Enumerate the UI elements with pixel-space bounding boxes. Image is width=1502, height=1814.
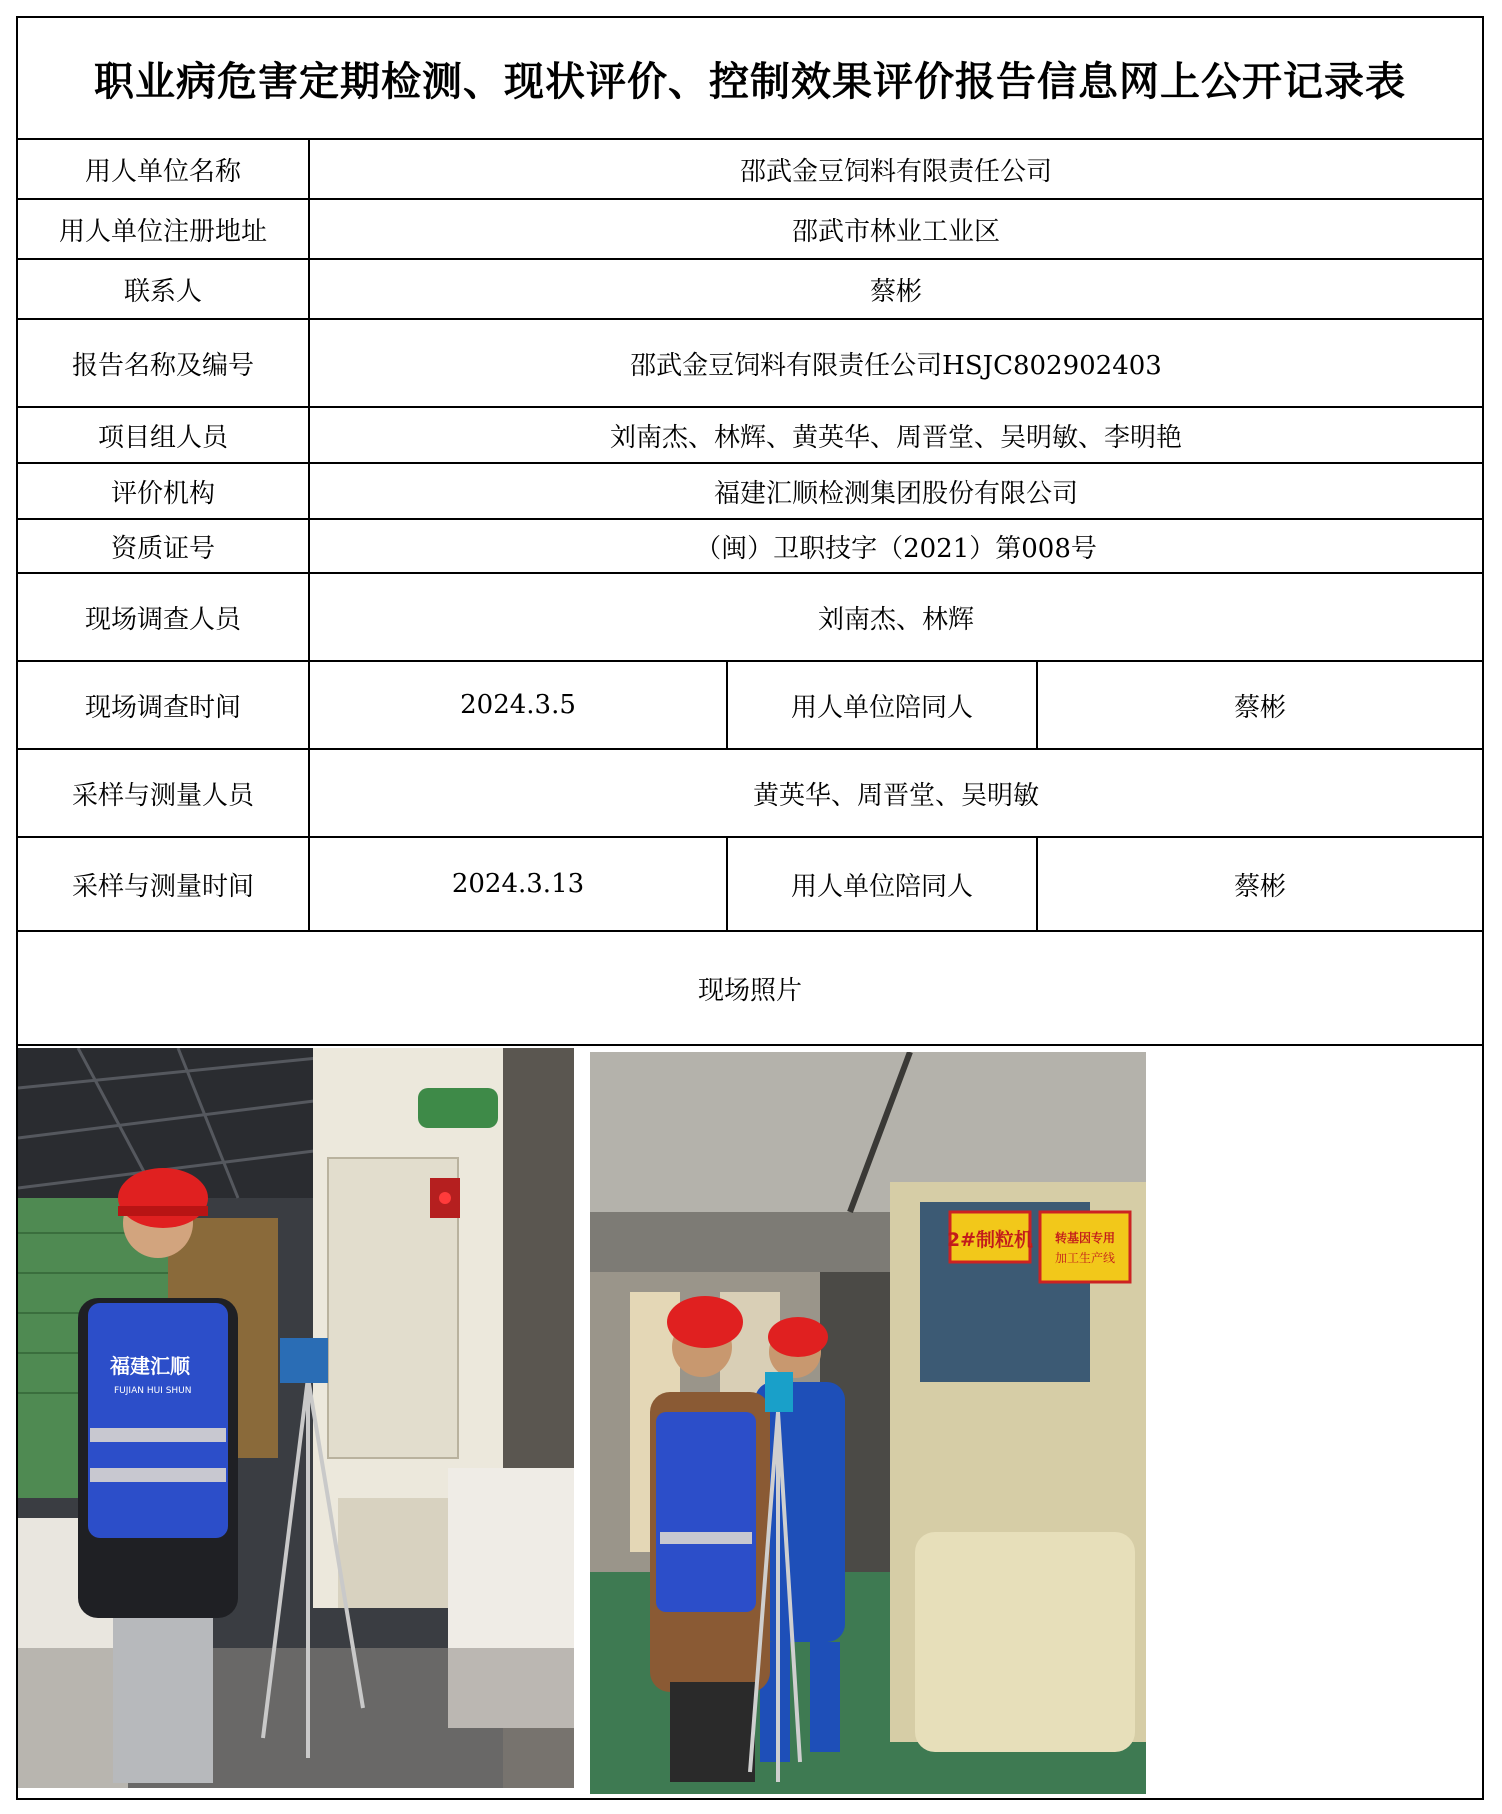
report-value: 邵武金豆饲料有限责任公司HSJC802902403 <box>630 350 1162 381</box>
survey-time-label: 现场调查时间 <box>18 662 310 748</box>
unit-address-value: 邵武市林业工业区 <box>791 216 1000 247</box>
production-line-sign-line1: 转基因专用 <box>1054 1231 1116 1245</box>
survey-staff-value: 刘南杰、林辉 <box>817 604 974 635</box>
site-photo-1 <box>18 1048 574 1788</box>
row-unit-name <box>18 140 1482 200</box>
row-sampling-staff <box>18 750 1482 838</box>
row-contact <box>18 260 1482 320</box>
row-sampling-time <box>18 838 1482 932</box>
team-value: 刘南杰、林辉、黄英华、周晋堂、吴明敏、李明艳 <box>609 422 1182 453</box>
survey-staff-label: 现场调查人员 <box>18 574 310 660</box>
team-label: 项目组人员 <box>18 408 310 462</box>
survey-time-value: 2024.3.5 <box>310 662 728 748</box>
report-label: 报告名称及编号 <box>18 320 310 406</box>
row-unit-address <box>18 200 1482 260</box>
unit-address-label: 用人单位注册地址 <box>18 200 310 258</box>
site-photo-2 <box>590 1052 1146 1794</box>
cert-label: 资质证号 <box>18 520 310 572</box>
machine-sign: 2#制粒机 <box>946 1229 1034 1251</box>
contact-label: 联系人 <box>18 260 310 318</box>
row-survey-time <box>18 662 1482 750</box>
agency-label: 评价机构 <box>18 464 310 518</box>
row-survey-staff <box>18 574 1482 662</box>
row-agency <box>18 464 1482 520</box>
production-line-sign-line2: 加工生产线 <box>1054 1251 1116 1265</box>
record-table <box>16 16 1484 1800</box>
vest-logo-subtext: FUJIAN HUI SHUN <box>114 1386 192 1396</box>
unit-name-label: 用人单位名称 <box>18 140 310 198</box>
sampling-staff-label: 采样与测量人员 <box>18 750 310 836</box>
sampling-time-label: 采样与测量时间 <box>18 838 310 930</box>
survey-companion-label: 用人单位陪同人 <box>728 662 1038 748</box>
sampling-companion-value: 蔡彬 <box>1233 871 1286 902</box>
agency-value: 福建汇顺检测集团股份有限公司 <box>713 478 1078 509</box>
row-team <box>18 408 1482 464</box>
page-title: 职业病危害定期检测、现状评价、控制效果评价报告信息网上公开记录表 <box>18 18 1482 140</box>
unit-name-value: 邵武金豆饲料有限责任公司 <box>739 156 1052 187</box>
sampling-companion-label: 用人单位陪同人 <box>728 838 1038 930</box>
sampling-staff-value: 黄英华、周晋堂、吴明敏 <box>752 780 1039 811</box>
row-report <box>18 320 1482 408</box>
sampling-time-value: 2024.3.13 <box>310 838 728 930</box>
survey-companion-value: 蔡彬 <box>1233 692 1286 723</box>
vest-logo-text: 福建汇顺 <box>110 1354 190 1378</box>
photos-heading: 现场照片 <box>18 932 1482 1046</box>
contact-value: 蔡彬 <box>869 276 922 307</box>
row-cert <box>18 520 1482 574</box>
cert-value: （闽）卫职技字（2021）第008号 <box>695 533 1097 564</box>
